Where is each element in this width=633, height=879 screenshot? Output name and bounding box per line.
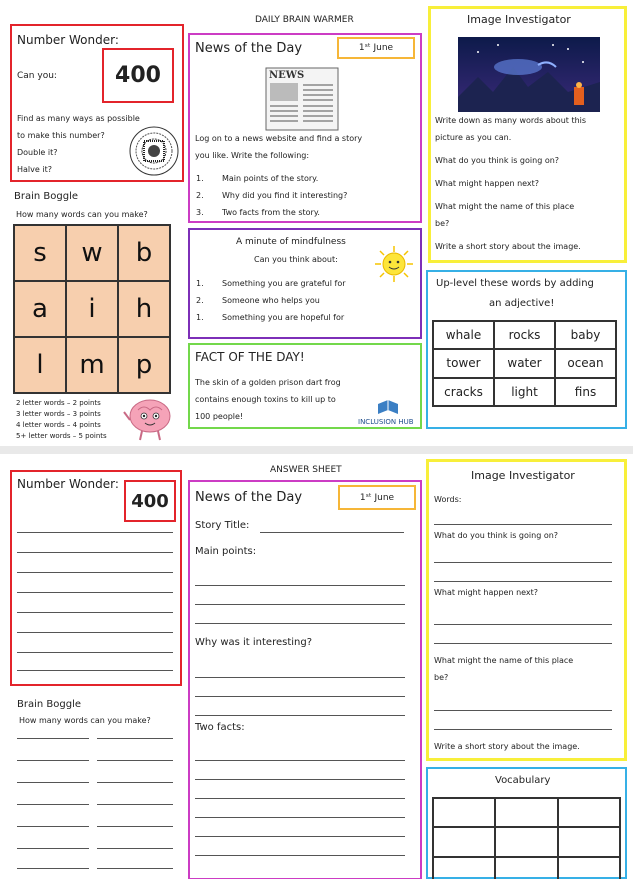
vocabulary-cell[interactable] [495, 827, 557, 856]
word-line[interactable] [17, 848, 89, 849]
main-points-line[interactable] [195, 623, 405, 624]
news-title: News of the Day [195, 41, 303, 56]
number-wonder-line1: Find as many ways as possible [17, 114, 140, 123]
facts-line[interactable] [195, 760, 405, 761]
vocabulary-cell[interactable] [558, 827, 620, 856]
answer-q4a: What might the name of this place [434, 656, 574, 665]
word-line[interactable] [17, 738, 89, 739]
sheet-header: DAILY BRAIN WARMER [255, 15, 354, 25]
main-points-line[interactable] [195, 585, 405, 586]
why-line[interactable] [195, 696, 405, 697]
answer-news-title: News of the Day [195, 490, 303, 505]
vocabulary-cell[interactable] [495, 798, 557, 827]
answer-line[interactable] [17, 670, 173, 671]
vocabulary-cell[interactable] [495, 857, 557, 879]
vocabulary-cell[interactable] [558, 798, 620, 827]
letter-cell: l [14, 337, 66, 393]
vocabulary-grid [432, 797, 621, 879]
uplevel-word: water [494, 349, 555, 377]
facts-line[interactable] [195, 798, 405, 799]
letter-cell: b [118, 225, 170, 281]
investigator-q1a: Write down as many words about this [435, 116, 587, 125]
facts-line[interactable] [195, 855, 405, 856]
answer-number-wonder-title: Number Wonder: [17, 477, 119, 491]
news-item-text: Main points of the story. [222, 174, 319, 183]
letter-cell: h [118, 281, 170, 337]
answer-brain-boggle-question: How many words can you make? [19, 716, 151, 725]
number-spiral-icon [128, 125, 180, 177]
two-facts-label: Two facts: [195, 722, 245, 733]
word-line[interactable] [97, 760, 173, 761]
uplevel-word: fins [555, 378, 616, 406]
answer-news-date: 1ˢᵗ June [338, 485, 416, 510]
news-instruction-2: you like. Write the following: [195, 151, 310, 160]
vocabulary-cell[interactable] [433, 827, 495, 856]
letter-cell: i [66, 281, 118, 337]
letter-cell: w [66, 225, 118, 281]
number-wonder-title: Number Wonder: [17, 33, 119, 47]
answer-words-label: Words: [434, 495, 462, 504]
facts-line[interactable] [195, 779, 405, 780]
story-title-label: Story Title: [195, 520, 250, 531]
word-line[interactable] [17, 782, 89, 783]
number-wonder-number: 400 [102, 48, 174, 103]
answer-line[interactable] [17, 632, 173, 633]
answer-line[interactable] [17, 552, 173, 553]
vocabulary-title: Vocabulary [495, 775, 551, 786]
word-line[interactable] [97, 738, 173, 739]
letter-grid [13, 224, 171, 394]
mindfulness-item-text: Something you are grateful for [222, 279, 346, 288]
news-date: 1ˢᵗ June [337, 37, 415, 59]
scoring-line: 4 letter words – 4 points [16, 421, 101, 429]
answer-q2: What do you think is going on? [434, 531, 559, 540]
letter-cell: s [14, 225, 66, 281]
investigator-answer-line[interactable] [434, 643, 612, 644]
investigator-q4b: be? [435, 219, 450, 228]
investigator-answer-line[interactable] [434, 562, 612, 563]
why-line[interactable] [195, 715, 405, 716]
answer-q3: What might happen next? [434, 588, 539, 597]
mindfulness-item-num: 2. [196, 296, 204, 305]
number-wonder-line4: Halve it? [17, 165, 52, 174]
uplevel-title-2: an adjective! [489, 298, 555, 309]
news-item-text: Two facts from the story. [222, 208, 320, 217]
fantasy-scene-image [458, 37, 600, 112]
uplevel-word: baby [555, 321, 616, 349]
answer-line[interactable] [17, 592, 173, 593]
facts-line[interactable] [195, 817, 405, 818]
word-line[interactable] [17, 804, 89, 805]
why-line[interactable] [195, 677, 405, 678]
word-line[interactable] [97, 804, 173, 805]
number-wonder-line2: to make this number? [17, 131, 105, 140]
brain-boggle-question: How many words can you make? [16, 210, 148, 219]
word-line[interactable] [17, 760, 89, 761]
investigator-q3: What might happen next? [435, 179, 540, 188]
answer-q4b: be? [434, 673, 449, 682]
fact-title: FACT OF THE DAY! [195, 350, 305, 364]
answer-brain-boggle-title: Brain Boggle [17, 699, 81, 710]
answer-image-investigator-box [426, 459, 627, 761]
answer-line[interactable] [17, 612, 173, 613]
newspaper-label: NEWS [269, 70, 305, 81]
answer-line[interactable] [17, 652, 173, 653]
word-line[interactable] [17, 868, 89, 869]
why-interesting-label: Why was it interesting? [195, 637, 313, 648]
scoring-line: 5+ letter words – 5 points [16, 432, 107, 440]
investigator-answer-line[interactable] [434, 710, 612, 711]
investigator-answer-line[interactable] [434, 581, 612, 582]
uplevel-word: tower [433, 349, 494, 377]
word-line[interactable] [97, 848, 173, 849]
brain-boggle-title: Brain Boggle [14, 191, 78, 202]
fact-line-2: contains enough toxins to kill up to [195, 395, 336, 404]
main-points-line[interactable] [195, 604, 405, 605]
mindfulness-title: A minute of mindfulness [236, 237, 346, 247]
scoring-line: 3 letter words – 3 points [16, 410, 101, 418]
uplevel-word-grid [432, 320, 617, 407]
answer-number: 400 [124, 480, 176, 522]
mindfulness-item-num: 1. [196, 313, 204, 322]
answer-sheet [0, 454, 633, 879]
facts-line[interactable] [195, 836, 405, 837]
mindfulness-item-num: 1. [196, 279, 204, 288]
uplevel-word: rocks [494, 321, 555, 349]
investigator-q1b: picture as you can. [435, 133, 512, 142]
uplevel-word: ocean [555, 349, 616, 377]
fact-line-3: 100 people! [195, 412, 244, 421]
news-item-num: 1. [196, 174, 204, 183]
uplevel-word: cracks [433, 378, 494, 406]
investigator-q2: What do you think is going on? [435, 156, 560, 165]
word-line[interactable] [97, 826, 173, 827]
answer-news-box [188, 480, 422, 879]
page-separator [0, 446, 633, 454]
main-points-label: Main points: [195, 546, 257, 557]
sun-icon [372, 244, 416, 284]
letter-cell: a [14, 281, 66, 337]
mindfulness-item-text: Something you are hopeful for [222, 313, 345, 322]
fact-line-1: The skin of a golden prison dart frog [195, 378, 341, 387]
uplevel-word: whale [433, 321, 494, 349]
image-investigator-title: Image Investigator [467, 13, 571, 26]
investigator-q5: Write a short story about the image. [435, 242, 581, 251]
letter-cell: p [118, 337, 170, 393]
can-you-label: Can you: [17, 71, 57, 81]
vocabulary-cell[interactable] [433, 798, 495, 827]
answer-line[interactable] [17, 532, 173, 533]
vocabulary-cell[interactable] [558, 857, 620, 879]
word-line[interactable] [97, 782, 173, 783]
news-instruction-1: Log on to a news website and find a story [195, 134, 363, 143]
answer-sheet-header: ANSWER SHEET [270, 465, 342, 475]
investigator-answer-line[interactable] [434, 524, 612, 525]
investigator-answer-line[interactable] [434, 729, 612, 730]
letter-cell: m [66, 337, 118, 393]
word-line[interactable] [17, 826, 89, 827]
mindfulness-subtitle: Can you think about: [254, 255, 338, 264]
book-logo-icon [376, 400, 400, 416]
news-item-text: Why did you find it interesting? [222, 191, 348, 200]
uplevel-title-1: Up-level these words by adding [436, 278, 594, 289]
story-title-line[interactable] [260, 532, 404, 533]
answer-line[interactable] [17, 572, 173, 573]
word-line[interactable] [97, 868, 173, 869]
scoring-line: 2 letter words – 2 points [16, 399, 101, 407]
investigator-q4a: What might the name of this place [435, 202, 575, 211]
mindfulness-item-text: Someone who helps you [222, 296, 320, 305]
answer-investigator-title: Image Investigator [471, 469, 575, 482]
uplevel-word: light [494, 378, 555, 406]
inclusion-hub-logo: INCLUSION HUB [358, 418, 414, 426]
number-wonder-line3: Double it? [17, 148, 58, 157]
vocabulary-cell[interactable] [433, 857, 495, 879]
news-item-num: 3. [196, 208, 204, 217]
answer-q5: Write a short story about the image. [434, 742, 580, 751]
news-item-num: 2. [196, 191, 204, 200]
brain-mascot-icon [120, 392, 176, 444]
investigator-answer-line[interactable] [434, 624, 612, 625]
